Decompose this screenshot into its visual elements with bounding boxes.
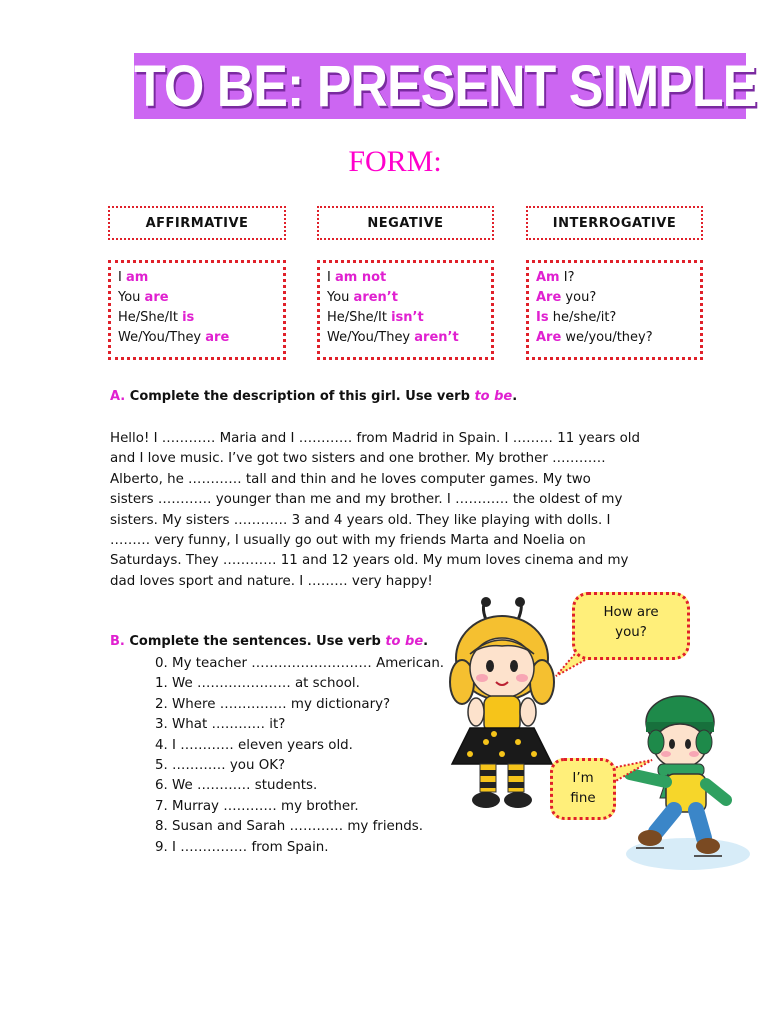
list-item: 6. We ………… students. bbox=[155, 778, 318, 794]
paragraph-line: sisters. My sisters ………… 3 and 4 years old. They like playing with dolls. I bbox=[110, 512, 611, 528]
paragraph-line: sisters ………… younger than me and my brother. I ………… the oldest of my bbox=[110, 492, 623, 508]
conjugation-row: I am not bbox=[327, 270, 387, 285]
list-item: 3. What ………… it? bbox=[155, 717, 286, 733]
paragraph-line: dad loves sport and nature. I ……… very happy! bbox=[110, 573, 433, 589]
affirmative-box bbox=[108, 260, 286, 360]
list-item: 7. Murray ………… my brother. bbox=[155, 798, 359, 814]
page-title: TO BE: PRESENT SIMPLE bbox=[134, 54, 757, 120]
list-item: 1. We ………………… at school. bbox=[155, 676, 360, 692]
conjugation-row: We/You/They are bbox=[118, 330, 230, 345]
conjugation-row: Are we/you/they? bbox=[536, 330, 653, 345]
header-interrogative: INTERROGATIVE bbox=[526, 206, 703, 240]
list-item: 8. Susan and Sarah ………… my friends. bbox=[155, 819, 423, 835]
section-a-instruction: A. Complete the description of this girl. Use verb to be. bbox=[110, 389, 518, 404]
paragraph-line: Alberto, he ………… tall and thin and he loves computer games. My two bbox=[110, 471, 591, 487]
sentence-list bbox=[155, 654, 444, 858]
form-heading: FORM: bbox=[348, 145, 442, 178]
conjugation-row: He/She/It is bbox=[118, 310, 195, 325]
paragraph-line: Hello! I ………… Maria and I ………… from Madrid in Spain. I ……… 11 years old bbox=[110, 431, 641, 446]
speech-bubble-answer: I’m fine bbox=[550, 758, 616, 820]
paragraph-line: and I love music. I’ve got two sisters and one brother. My brother ………… bbox=[110, 451, 606, 467]
conjugation-row: I am bbox=[118, 270, 149, 285]
negative-box bbox=[317, 260, 494, 360]
list-item: 0. My teacher ……………………… American. bbox=[155, 656, 445, 671]
paragraph-line: ……… very funny, I usually go out with my friends Marta and Noelia on bbox=[110, 533, 586, 549]
header-affirmative: AFFIRMATIVE bbox=[108, 206, 286, 240]
speech-bubble-question: How are you? bbox=[572, 592, 690, 660]
conjugation-row: You are bbox=[118, 290, 169, 305]
bee-girl-illustration bbox=[440, 596, 565, 816]
description-paragraph bbox=[110, 429, 655, 592]
interrogative-box bbox=[526, 260, 703, 360]
conjugation-row: We/You/They aren’t bbox=[327, 330, 459, 345]
conjugation-row: Am I? bbox=[536, 270, 575, 285]
list-item: 4. I ………… eleven years old. bbox=[155, 737, 353, 753]
list-item: 5. ………… you OK? bbox=[155, 758, 286, 774]
section-b-instruction: B. Complete the sentences. Use verb to be. bbox=[110, 634, 429, 649]
conjugation-row: Are you? bbox=[536, 290, 597, 305]
paragraph-line: Saturdays. They ………… 11 and 12 years old. My mum loves cinema and my bbox=[110, 553, 629, 569]
title-banner bbox=[134, 53, 757, 120]
conjugation-row: Is he/she/it? bbox=[536, 310, 617, 325]
conjugation-row: He/She/It isn’t bbox=[327, 310, 424, 325]
header-negative: NEGATIVE bbox=[317, 206, 494, 240]
conjugation-row: You aren’t bbox=[327, 290, 398, 305]
list-item: 2. Where …………… my dictionary? bbox=[155, 696, 391, 712]
list-item: 9. I …………… from Spain. bbox=[155, 839, 329, 855]
